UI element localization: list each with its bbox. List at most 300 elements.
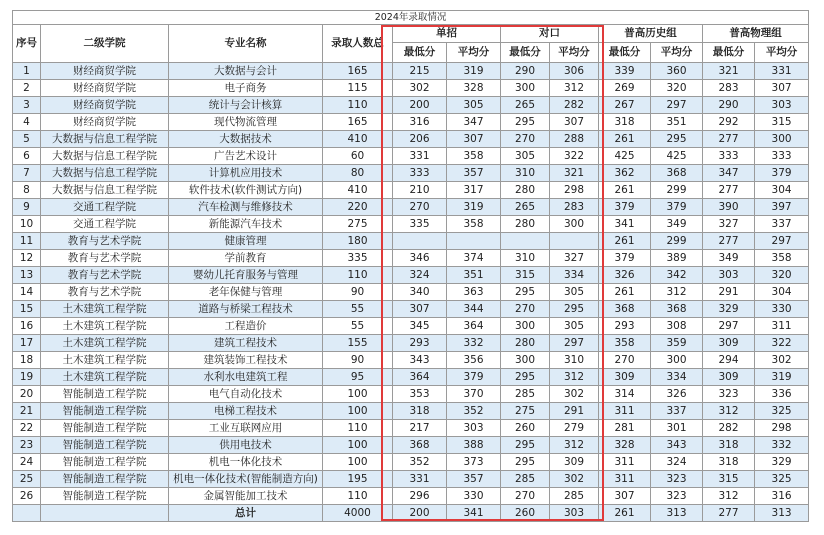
cell-dk-avg: 312 xyxy=(550,437,599,454)
table-row xyxy=(13,352,809,369)
table-row xyxy=(13,131,809,148)
cell-p-avg: 304 xyxy=(755,284,809,301)
table-row xyxy=(13,454,809,471)
cell-h-min: 293 xyxy=(599,318,651,335)
cell-seq: 15 xyxy=(13,301,41,318)
title-row xyxy=(13,11,809,25)
cell-major: 大数据技术 xyxy=(169,131,323,148)
cell-h-min: 267 xyxy=(599,97,651,114)
cell-major: 新能源汽车技术 xyxy=(169,216,323,233)
cell-p-min: 291 xyxy=(703,284,755,301)
cell-h-avg: 323 xyxy=(651,488,703,505)
cell-dk-avg: 302 xyxy=(550,386,599,403)
cell-dz-avg: 303 xyxy=(447,420,501,437)
table-row xyxy=(13,267,809,284)
cell-dk-min: 260 xyxy=(501,420,550,437)
cell-count: 60 xyxy=(323,148,393,165)
cell-dk-min: 300 xyxy=(501,318,550,335)
cell-dk-min: 270 xyxy=(501,301,550,318)
cell-seq: 7 xyxy=(13,165,41,182)
cell-college: 交通工程学院 xyxy=(41,199,169,216)
cell-seq: 17 xyxy=(13,335,41,352)
cell-dz-avg: 388 xyxy=(447,437,501,454)
cell-college: 土木建筑工程学院 xyxy=(41,369,169,386)
cell-p-avg: 397 xyxy=(755,199,809,216)
cell-major: 建筑工程技术 xyxy=(169,335,323,352)
cell-count: 55 xyxy=(323,318,393,335)
cell-major: 工程造价 xyxy=(169,318,323,335)
cell-p-avg: 322 xyxy=(755,335,809,352)
cell-college: 交通工程学院 xyxy=(41,216,169,233)
header-dk-avg: 平均分 xyxy=(550,43,599,63)
cell-p-min: 333 xyxy=(703,148,755,165)
group-duikou: 对口 xyxy=(501,25,599,43)
cell-h-avg: 297 xyxy=(651,97,703,114)
total-h-min: 261 xyxy=(599,505,651,522)
cell-dz-min: 307 xyxy=(393,301,447,318)
cell-dk-min: 295 xyxy=(501,114,550,131)
cell-major: 计算机应用技术 xyxy=(169,165,323,182)
cell-dz-min: 331 xyxy=(393,148,447,165)
cell-seq: 22 xyxy=(13,420,41,437)
cell-dk-avg xyxy=(550,233,599,250)
cell-college: 教育与艺术学院 xyxy=(41,267,169,284)
cell-p-avg: 379 xyxy=(755,165,809,182)
cell-dz-min xyxy=(393,233,447,250)
cell-count: 155 xyxy=(323,335,393,352)
cell-dz-min: 200 xyxy=(393,97,447,114)
cell-p-avg: 304 xyxy=(755,182,809,199)
cell-p-avg: 325 xyxy=(755,471,809,488)
cell-dz-min: 270 xyxy=(393,199,447,216)
cell-h-min: 341 xyxy=(599,216,651,233)
cell-dz-avg: 307 xyxy=(447,131,501,148)
cell-dz-avg: 344 xyxy=(447,301,501,318)
cell-h-avg: 334 xyxy=(651,369,703,386)
cell-count: 275 xyxy=(323,216,393,233)
cell-p-avg: 315 xyxy=(755,114,809,131)
cell-p-min: 323 xyxy=(703,386,755,403)
cell-dz-avg: 351 xyxy=(447,267,501,284)
cell-dk-avg: 305 xyxy=(550,284,599,301)
table-row xyxy=(13,369,809,386)
cell-count: 80 xyxy=(323,165,393,182)
cell-p-min: 349 xyxy=(703,250,755,267)
cell-p-min: 277 xyxy=(703,233,755,250)
cell-dk-avg: 288 xyxy=(550,131,599,148)
cell-dk-avg: 297 xyxy=(550,335,599,352)
header-p-min: 最低分 xyxy=(703,43,755,63)
cell-dz-avg: 352 xyxy=(447,403,501,420)
cell-dz-avg: 364 xyxy=(447,318,501,335)
cell-h-avg: 326 xyxy=(651,386,703,403)
cell-seq: 14 xyxy=(13,284,41,301)
cell-dk-min: 295 xyxy=(501,437,550,454)
cell-dk-min: 300 xyxy=(501,352,550,369)
total-seq xyxy=(13,505,41,522)
cell-h-min: 261 xyxy=(599,131,651,148)
cell-major: 建筑装饰工程技术 xyxy=(169,352,323,369)
cell-count: 110 xyxy=(323,267,393,284)
cell-p-min: 318 xyxy=(703,437,755,454)
cell-h-avg: 301 xyxy=(651,420,703,437)
cell-dk-avg: 285 xyxy=(550,488,599,505)
cell-count: 55 xyxy=(323,301,393,318)
table-row xyxy=(13,335,809,352)
cell-dz-avg: 319 xyxy=(447,199,501,216)
cell-dz-min: 364 xyxy=(393,369,447,386)
cell-college: 土木建筑工程学院 xyxy=(41,318,169,335)
cell-p-min: 312 xyxy=(703,403,755,420)
cell-p-avg: 297 xyxy=(755,233,809,250)
cell-dk-min: 305 xyxy=(501,148,550,165)
cell-p-avg: 332 xyxy=(755,437,809,454)
table-row xyxy=(13,233,809,250)
cell-dz-avg: 317 xyxy=(447,182,501,199)
cell-dz-min: 343 xyxy=(393,352,447,369)
cell-count: 115 xyxy=(323,80,393,97)
cell-p-min: 290 xyxy=(703,97,755,114)
cell-dk-min: 295 xyxy=(501,369,550,386)
cell-dz-min: 331 xyxy=(393,471,447,488)
cell-p-avg: 319 xyxy=(755,369,809,386)
cell-college: 大数据与信息工程学院 xyxy=(41,131,169,148)
total-dz-min: 200 xyxy=(393,505,447,522)
header-p-avg: 平均分 xyxy=(755,43,809,63)
cell-dz-min: 316 xyxy=(393,114,447,131)
cell-h-avg: 342 xyxy=(651,267,703,284)
cell-dz-min: 333 xyxy=(393,165,447,182)
table-row xyxy=(13,182,809,199)
cell-count: 165 xyxy=(323,63,393,80)
cell-major: 软件技术(软件测试方向) xyxy=(169,182,323,199)
cell-count: 335 xyxy=(323,250,393,267)
cell-count: 90 xyxy=(323,284,393,301)
cell-dk-avg: 327 xyxy=(550,250,599,267)
cell-seq: 8 xyxy=(13,182,41,199)
cell-dz-avg: 370 xyxy=(447,386,501,403)
cell-dk-avg: 322 xyxy=(550,148,599,165)
table-row xyxy=(13,420,809,437)
cell-count: 110 xyxy=(323,488,393,505)
cell-dz-avg: 374 xyxy=(447,250,501,267)
cell-college: 教育与艺术学院 xyxy=(41,250,169,267)
table-title: 2024年录取情况 xyxy=(13,11,809,25)
cell-dk-avg: 279 xyxy=(550,420,599,437)
cell-p-min: 329 xyxy=(703,301,755,318)
cell-h-min: 269 xyxy=(599,80,651,97)
cell-dk-avg: 309 xyxy=(550,454,599,471)
cell-count: 100 xyxy=(323,403,393,420)
table-row xyxy=(13,148,809,165)
cell-dk-min: 280 xyxy=(501,182,550,199)
cell-p-avg: 333 xyxy=(755,148,809,165)
admission-table xyxy=(12,10,809,522)
cell-p-min: 277 xyxy=(703,182,755,199)
table-row xyxy=(13,284,809,301)
header-college: 二级学院 xyxy=(41,25,169,63)
cell-h-avg: 323 xyxy=(651,471,703,488)
total-college xyxy=(41,505,169,522)
cell-h-min: 328 xyxy=(599,437,651,454)
cell-h-avg: 349 xyxy=(651,216,703,233)
cell-h-min: 270 xyxy=(599,352,651,369)
cell-dk-min: 275 xyxy=(501,403,550,420)
cell-dz-avg: 373 xyxy=(447,454,501,471)
cell-p-min: 315 xyxy=(703,471,755,488)
cell-major: 机电一体化技术(智能制造方向) xyxy=(169,471,323,488)
header-major: 专业名称 xyxy=(169,25,323,63)
cell-dz-avg: 357 xyxy=(447,471,501,488)
cell-seq: 9 xyxy=(13,199,41,216)
cell-dz-min: 345 xyxy=(393,318,447,335)
cell-dz-min: 368 xyxy=(393,437,447,454)
cell-college: 财经商贸学院 xyxy=(41,97,169,114)
cell-p-min: 309 xyxy=(703,369,755,386)
cell-dz-min: 296 xyxy=(393,488,447,505)
cell-seq: 21 xyxy=(13,403,41,420)
cell-h-min: 326 xyxy=(599,267,651,284)
cell-count: 180 xyxy=(323,233,393,250)
cell-p-avg: 300 xyxy=(755,131,809,148)
cell-h-min: 281 xyxy=(599,420,651,437)
cell-dk-min: 280 xyxy=(501,335,550,352)
cell-seq: 18 xyxy=(13,352,41,369)
cell-major: 工业互联网应用 xyxy=(169,420,323,437)
cell-seq: 20 xyxy=(13,386,41,403)
cell-dk-min: 300 xyxy=(501,80,550,97)
cell-major: 学前教育 xyxy=(169,250,323,267)
cell-dk-min: 295 xyxy=(501,284,550,301)
cell-dk-avg: 312 xyxy=(550,369,599,386)
cell-h-min: 379 xyxy=(599,199,651,216)
cell-college: 土木建筑工程学院 xyxy=(41,301,169,318)
cell-college: 智能制造工程学院 xyxy=(41,386,169,403)
header-seq: 序号 xyxy=(13,25,41,63)
cell-dk-min: 285 xyxy=(501,386,550,403)
total-dz-avg: 341 xyxy=(447,505,501,522)
cell-seq: 12 xyxy=(13,250,41,267)
cell-dk-min: 310 xyxy=(501,250,550,267)
cell-major: 健康管理 xyxy=(169,233,323,250)
cell-h-avg: 300 xyxy=(651,352,703,369)
cell-dk-avg: 306 xyxy=(550,63,599,80)
cell-dz-avg: 330 xyxy=(447,488,501,505)
cell-dk-avg: 307 xyxy=(550,114,599,131)
cell-count: 100 xyxy=(323,437,393,454)
cell-dk-min: 265 xyxy=(501,199,550,216)
cell-seq: 4 xyxy=(13,114,41,131)
cell-major: 电梯工程技术 xyxy=(169,403,323,420)
cell-dk-avg: 282 xyxy=(550,97,599,114)
cell-p-min: 347 xyxy=(703,165,755,182)
cell-dk-min: 295 xyxy=(501,454,550,471)
cell-p-avg: 336 xyxy=(755,386,809,403)
cell-dk-min: 265 xyxy=(501,97,550,114)
cell-dz-min: 217 xyxy=(393,420,447,437)
cell-count: 95 xyxy=(323,369,393,386)
cell-seq: 13 xyxy=(13,267,41,284)
cell-college: 财经商贸学院 xyxy=(41,114,169,131)
cell-dz-min: 353 xyxy=(393,386,447,403)
cell-dz-avg: 347 xyxy=(447,114,501,131)
cell-dz-avg: 358 xyxy=(447,216,501,233)
cell-dz-min: 324 xyxy=(393,267,447,284)
cell-h-avg: 299 xyxy=(651,182,703,199)
table-row xyxy=(13,471,809,488)
cell-dz-min: 318 xyxy=(393,403,447,420)
cell-h-avg: 389 xyxy=(651,250,703,267)
cell-h-min: 311 xyxy=(599,454,651,471)
table-row xyxy=(13,63,809,80)
table-body xyxy=(13,63,809,505)
cell-p-avg: 303 xyxy=(755,97,809,114)
cell-dz-min: 346 xyxy=(393,250,447,267)
cell-dz-min: 293 xyxy=(393,335,447,352)
group-header-row xyxy=(13,25,809,43)
cell-h-min: 314 xyxy=(599,386,651,403)
cell-h-min: 339 xyxy=(599,63,651,80)
cell-h-avg: 379 xyxy=(651,199,703,216)
group-physics: 普高物理组 xyxy=(703,25,809,43)
cell-dk-avg: 295 xyxy=(550,301,599,318)
cell-p-avg: 329 xyxy=(755,454,809,471)
cell-h-min: 368 xyxy=(599,301,651,318)
cell-college: 教育与艺术学院 xyxy=(41,284,169,301)
header-dz-avg: 平均分 xyxy=(447,43,501,63)
cell-dz-min: 340 xyxy=(393,284,447,301)
cell-college: 教育与艺术学院 xyxy=(41,233,169,250)
cell-dk-avg: 298 xyxy=(550,182,599,199)
cell-h-min: 358 xyxy=(599,335,651,352)
cell-p-avg: 298 xyxy=(755,420,809,437)
total-label: 总计 xyxy=(169,505,323,522)
cell-dz-min: 206 xyxy=(393,131,447,148)
header-h-min: 最低分 xyxy=(599,43,651,63)
cell-dk-avg: 305 xyxy=(550,318,599,335)
cell-major: 电气自动化技术 xyxy=(169,386,323,403)
cell-major: 现代物流管理 xyxy=(169,114,323,131)
cell-h-min: 261 xyxy=(599,284,651,301)
cell-college: 智能制造工程学院 xyxy=(41,420,169,437)
cell-dk-min: 285 xyxy=(501,471,550,488)
cell-dk-min: 315 xyxy=(501,267,550,284)
cell-dz-min: 215 xyxy=(393,63,447,80)
cell-major: 大数据与会计 xyxy=(169,63,323,80)
cell-p-min: 303 xyxy=(703,267,755,284)
cell-count: 100 xyxy=(323,386,393,403)
table-row xyxy=(13,216,809,233)
cell-h-avg: 299 xyxy=(651,233,703,250)
cell-h-avg: 337 xyxy=(651,403,703,420)
cell-dk-avg: 283 xyxy=(550,199,599,216)
cell-h-avg: 320 xyxy=(651,80,703,97)
header-dk-min: 最低分 xyxy=(501,43,550,63)
cell-h-avg: 295 xyxy=(651,131,703,148)
cell-p-avg: 307 xyxy=(755,80,809,97)
header-h-avg: 平均分 xyxy=(651,43,703,63)
cell-dz-min: 302 xyxy=(393,80,447,97)
cell-major: 道路与桥梁工程技术 xyxy=(169,301,323,318)
total-count: 4000 xyxy=(323,505,393,522)
cell-p-avg: 331 xyxy=(755,63,809,80)
cell-college: 土木建筑工程学院 xyxy=(41,335,169,352)
cell-college: 智能制造工程学院 xyxy=(41,403,169,420)
header-count: 录取人数总 xyxy=(323,25,393,63)
table-row xyxy=(13,301,809,318)
cell-major: 统计与会计核算 xyxy=(169,97,323,114)
cell-dk-avg: 302 xyxy=(550,471,599,488)
cell-count: 110 xyxy=(323,420,393,437)
cell-h-avg: 425 xyxy=(651,148,703,165)
cell-dz-min: 210 xyxy=(393,182,447,199)
cell-college: 大数据与信息工程学院 xyxy=(41,165,169,182)
cell-h-min: 311 xyxy=(599,403,651,420)
table-row xyxy=(13,386,809,403)
cell-p-avg: 320 xyxy=(755,267,809,284)
cell-seq: 2 xyxy=(13,80,41,97)
cell-college: 智能制造工程学院 xyxy=(41,471,169,488)
cell-p-min: 277 xyxy=(703,131,755,148)
cell-p-avg: 325 xyxy=(755,403,809,420)
cell-major: 金属智能加工技术 xyxy=(169,488,323,505)
cell-dk-min: 270 xyxy=(501,131,550,148)
cell-seq: 24 xyxy=(13,454,41,471)
cell-dz-avg: 319 xyxy=(447,63,501,80)
total-dk-avg: 303 xyxy=(550,505,599,522)
cell-h-min: 307 xyxy=(599,488,651,505)
total-row xyxy=(13,505,809,522)
cell-college: 财经商贸学院 xyxy=(41,80,169,97)
cell-h-min: 318 xyxy=(599,114,651,131)
table-row xyxy=(13,437,809,454)
cell-p-avg: 358 xyxy=(755,250,809,267)
cell-dz-avg: 356 xyxy=(447,352,501,369)
table-row xyxy=(13,165,809,182)
cell-count: 165 xyxy=(323,114,393,131)
cell-count: 90 xyxy=(323,352,393,369)
cell-dz-avg: 332 xyxy=(447,335,501,352)
cell-college: 大数据与信息工程学院 xyxy=(41,182,169,199)
cell-dk-avg: 312 xyxy=(550,80,599,97)
cell-college: 智能制造工程学院 xyxy=(41,437,169,454)
cell-count: 110 xyxy=(323,97,393,114)
table-row xyxy=(13,318,809,335)
cell-dz-avg: 328 xyxy=(447,80,501,97)
cell-seq: 6 xyxy=(13,148,41,165)
cell-h-min: 379 xyxy=(599,250,651,267)
cell-h-min: 311 xyxy=(599,471,651,488)
cell-seq: 3 xyxy=(13,97,41,114)
cell-college: 智能制造工程学院 xyxy=(41,488,169,505)
table-row xyxy=(13,199,809,216)
table-row xyxy=(13,403,809,420)
cell-dk-min: 280 xyxy=(501,216,550,233)
cell-p-min: 297 xyxy=(703,318,755,335)
cell-count: 220 xyxy=(323,199,393,216)
cell-college: 土木建筑工程学院 xyxy=(41,352,169,369)
header-dz-min: 最低分 xyxy=(393,43,447,63)
table-row xyxy=(13,80,809,97)
cell-h-avg: 360 xyxy=(651,63,703,80)
total-dk-min: 260 xyxy=(501,505,550,522)
cell-seq: 25 xyxy=(13,471,41,488)
total-h-avg: 313 xyxy=(651,505,703,522)
total-p-avg: 313 xyxy=(755,505,809,522)
cell-dz-avg: 379 xyxy=(447,369,501,386)
cell-p-min: 327 xyxy=(703,216,755,233)
cell-dz-avg xyxy=(447,233,501,250)
